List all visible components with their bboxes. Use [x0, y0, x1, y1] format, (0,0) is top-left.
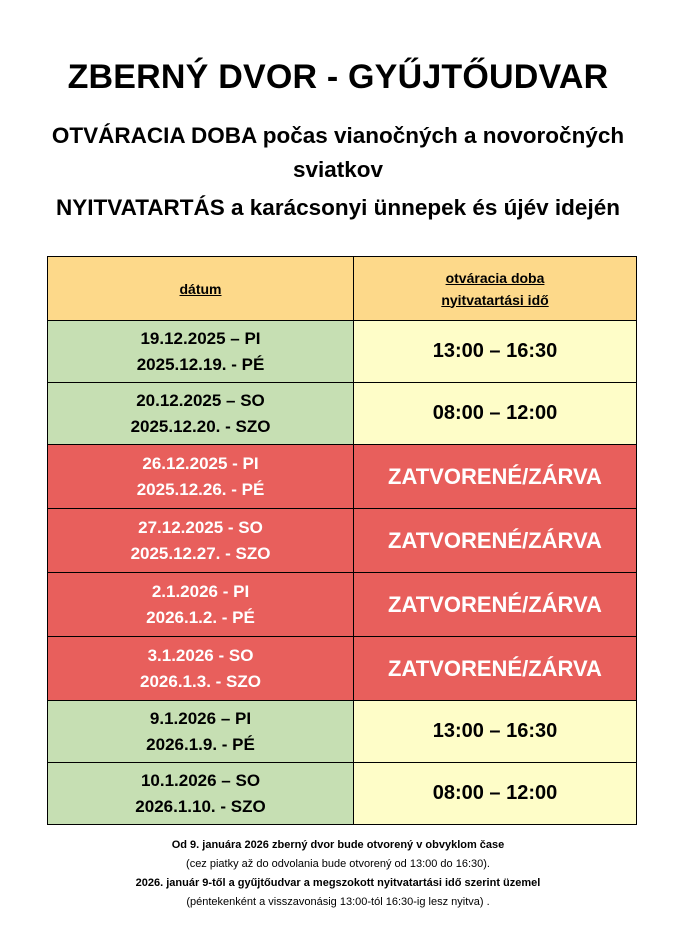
date-sk: 26.12.2025 - PI: [142, 453, 259, 473]
date-hu: 2026.1.10. - SZO: [135, 796, 266, 816]
subtitle-sk: OTVÁRACIA DOBA počas vianočných a novoročných: [51, 123, 625, 148]
table-row: [48, 763, 637, 825]
hours-cell: ZATVORENÉ/ZÁRVA: [354, 509, 637, 573]
hours-cell: ZATVORENÉ/ZÁRVA: [354, 637, 637, 701]
schedule-table: [47, 256, 637, 825]
hours-cell: ZATVORENÉ/ZÁRVA: [354, 445, 637, 509]
page-title: ZBERNÝ DVOR - GYŰJTŐUDVAR: [67, 58, 609, 96]
footer-sk-detail: (cez piatky až do odvolania bude otvorený od 13:00 do 16:30).: [186, 858, 490, 870]
footer-note: [0, 836, 676, 912]
date-sk: 2.1.2026 - PI: [151, 581, 250, 601]
date-cell: [48, 509, 354, 573]
table-row: [48, 573, 637, 637]
table-row: [48, 321, 637, 383]
date-hu: 2026.1.2. - PÉ: [146, 607, 255, 627]
column-header-hours: [354, 257, 637, 321]
date-cell: [48, 573, 354, 637]
table-row: [48, 509, 637, 573]
date-sk: 19.12.2025 – PI: [140, 328, 261, 348]
date-cell: [48, 763, 354, 825]
footer-hu-main: 2026. január 9-től a gyűjtőudvar a megszokott nyitvatartási idő szerint üzemel: [135, 877, 541, 889]
date-sk: 3.1.2026 - SO: [147, 645, 254, 665]
date-sk: 10.1.2026 – SO: [140, 770, 261, 790]
column-header-hours-sk: otváracia doba: [445, 269, 545, 286]
date-sk: 9.1.2026 – PI: [149, 708, 252, 728]
hours-cell: 13:00 – 16:30: [354, 321, 637, 383]
table-row: [48, 701, 637, 763]
hours-cell: 08:00 – 12:00: [354, 383, 637, 445]
date-hu: 2026.1.3. - SZO: [140, 671, 261, 691]
hours-cell: 08:00 – 12:00: [354, 763, 637, 825]
footer-hu-detail: (péntekenként a visszavonásig 13:00-tól 16:30-ig lesz nyitva) .: [186, 896, 490, 908]
date-hu: 2025.12.19. - PÉ: [136, 354, 265, 374]
date-cell: [48, 445, 354, 509]
table-row: [48, 383, 637, 445]
subtitle-hu: NYITVATARTÁS a karácsonyi ünnepek és újév idején: [56, 195, 620, 220]
footer-sk-main: Od 9. januára 2026 zberný dvor bude otvorený v obvyklom čase: [171, 839, 505, 851]
column-header-date: [48, 257, 354, 321]
date-hu: 2025.12.26. - PÉ: [136, 479, 265, 499]
table-header-row: [48, 257, 637, 321]
table-row: [48, 637, 637, 701]
hours-cell: ZATVORENÉ/ZÁRVA: [354, 573, 637, 637]
date-sk: 20.12.2025 – SO: [136, 390, 265, 410]
date-hu: 2026.1.9. - PÉ: [146, 734, 255, 754]
date-hu: 2025.12.27. - SZO: [130, 543, 271, 563]
date-sk: 27.12.2025 - SO: [138, 517, 263, 537]
date-cell: [48, 637, 354, 701]
column-header-hours-hu: nyitvatartási idő: [441, 291, 549, 308]
subtitle-sk-continued: sviatkov: [292, 157, 384, 182]
table-row: [48, 445, 637, 509]
date-cell: [48, 321, 354, 383]
date-hu: 2025.12.20. - SZO: [130, 416, 271, 436]
date-cell: [48, 383, 354, 445]
column-header-date-label: dátum: [179, 280, 222, 297]
hours-cell: 13:00 – 16:30: [354, 701, 637, 763]
date-cell: [48, 701, 354, 763]
